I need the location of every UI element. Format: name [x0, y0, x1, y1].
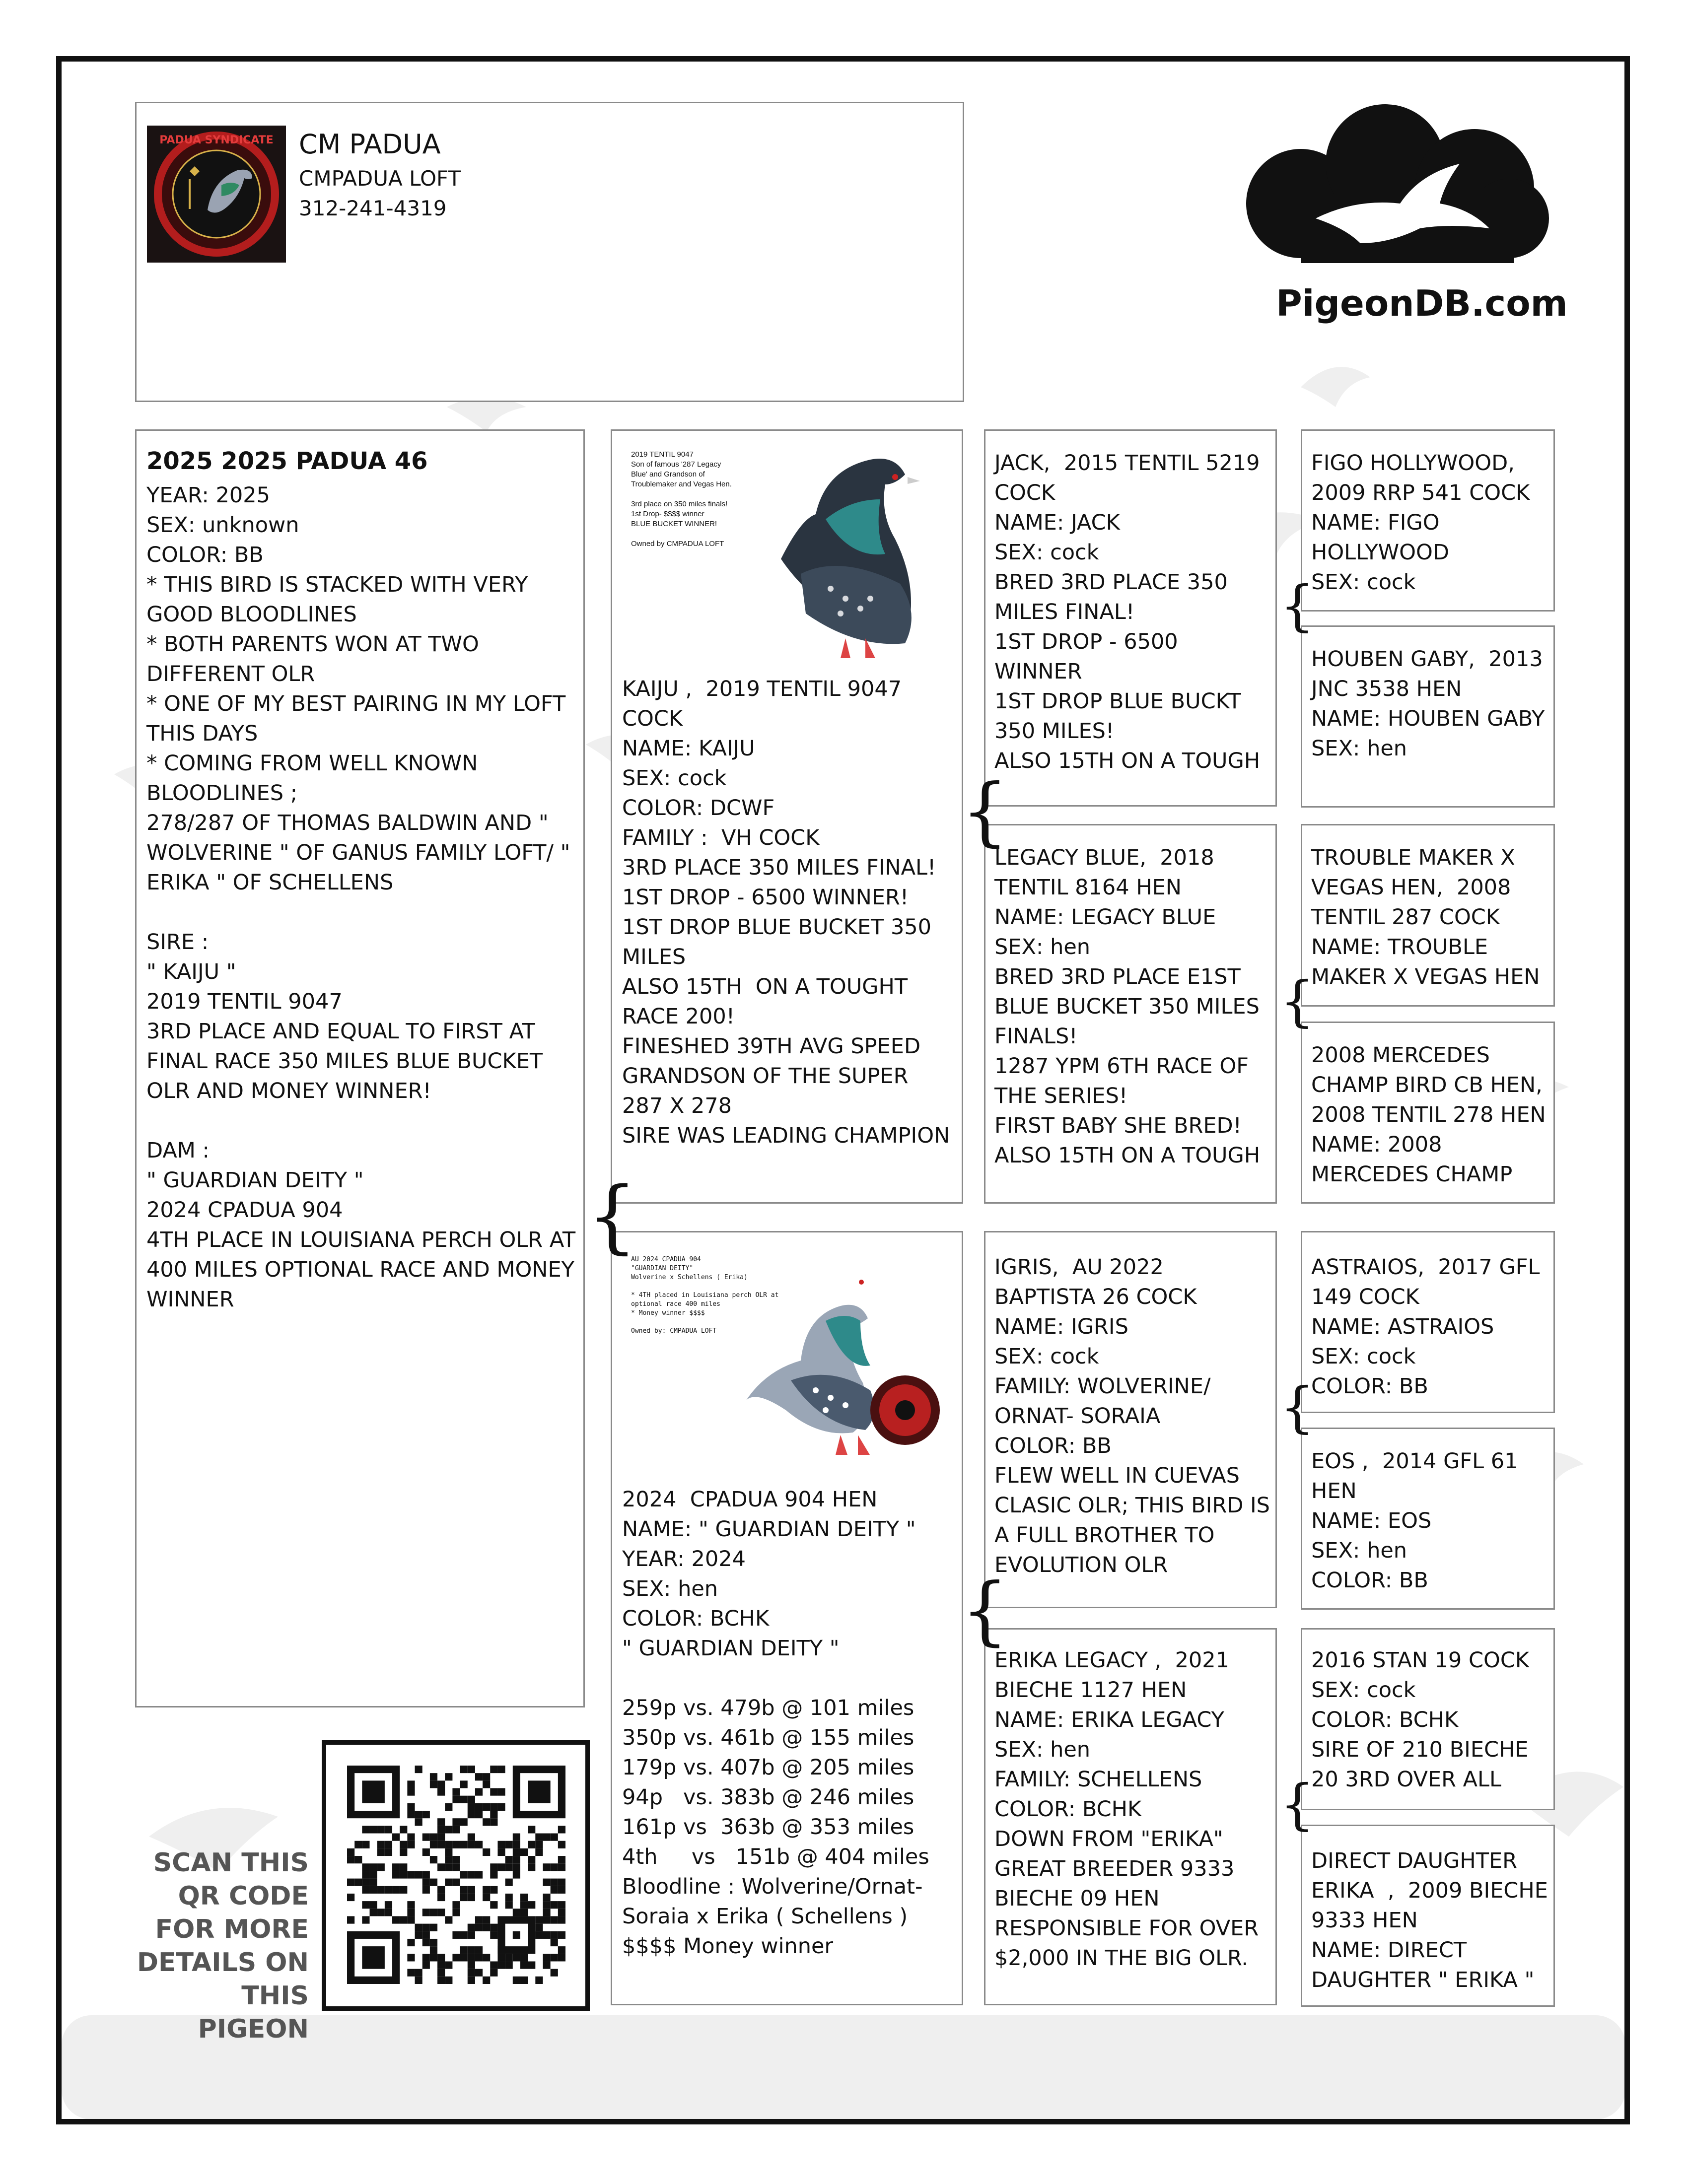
dam-photo-caption: AU 2024 CPADUA 904 "GUARDIAN DEITY" Wolverine x Schellens ( Erika) * 4TH placed in Louisiana perch OLR at optional race 400 miles * Money winner $$$$ Owned by: CMPADUA LOFT	[631, 1256, 779, 1335]
dam-dam-box	[984, 1628, 1277, 2005]
sire-pigeon-photo	[771, 450, 935, 668]
ds-dam-box	[1301, 1428, 1555, 1610]
subject-bird-box	[135, 429, 585, 1707]
brace-dd: {	[1280, 1773, 1315, 1836]
brace-dam-grandparents: {	[961, 1568, 1009, 1654]
sd-dam-details: 2008 MERCEDES CHAMP BIRD CB HEN, 2008 TENTIL 278 HEN NAME: 2008 MERCEDES CHAMP	[1311, 1043, 1546, 1187]
sd-sire-box	[1301, 824, 1555, 1007]
brace-ds: {	[1280, 1375, 1315, 1439]
qr-caption: SCAN THIS QR CODE FOR MORE DETAILS ON THIS PIGEON	[137, 1848, 309, 2044]
sire-box	[611, 429, 963, 1204]
brace-sire-grandparents: {	[961, 768, 1009, 855]
dd-sire-box	[1301, 1628, 1555, 1810]
brace-subject-parents: {	[587, 1169, 637, 1262]
pigeondb-cloud-logo	[1241, 104, 1554, 273]
site-name: PigeonDB.com	[1276, 282, 1568, 324]
ds-sire-box	[1301, 1231, 1555, 1413]
ds-sire-details: ASTRAIOS, 2017 GFL 149 COCK NAME: ASTRAIOS SEX: cock COLOR: BB	[1311, 1255, 1540, 1399]
sire-sire-details: JACK, 2015 TENTIL 5219 COCK NAME: JACK SEX: cock BRED 3RD PLACE 350 MILES FINAL! 1ST DROP - 6500 WINNER 1ST DROP BLUE BUCKT 350 MILES! ALSO 15TH ON A TOUGH	[994, 451, 1261, 773]
sire-dam-box	[984, 824, 1277, 1204]
dam-sire-box	[984, 1231, 1277, 1608]
sd-sire-details: TROUBLE MAKER X VEGAS HEN, 2008 TENTIL 287 COCK NAME: TROUBLE MAKER X VEGAS HEN	[1311, 845, 1540, 989]
loft-logo	[147, 126, 286, 263]
owner-phone: 312-241-4319	[299, 196, 447, 220]
ss-dam-details: HOUBEN GABY, 2013 JNC 3538 HEN NAME: HOUBEN GABY SEX: hen	[1311, 647, 1545, 761]
dam-sire-details: IGRIS, AU 2022 BAPTISTA 26 COCK NAME: IGRIS SEX: cock FAMILY: WOLVERINE/ ORNAT- SORAIA COLOR: BB FLEW WELL IN CUEVAS CLASIC OLR; THIS BIRD IS A FULL BROTHER TO EVOLUTION OLR	[994, 1255, 1270, 1577]
subject-details: YEAR: 2025 SEX: unknown COLOR: BB * THIS BIRD IS STACKED WITH VERY GOOD BLOODLINES * BOTH PARENTS WON AT TWO DIFFERENT OLR * ONE OF MY BEST PAIRING IN MY LOFT THIS DAYS * COMING FROM WELL KNOWN BLOODLINES ; 278/287 OF THOMAS BALDWIN AND " WOLVERINE " OF GANUS FAMILY LOFT/ " ERIKA " OF SCHELLENS SIRE : " KAIJU " 2019 TENTIL 9047 3RD PLACE AND EQUAL TO FIRST AT FINAL RACE 350 MILES BLUE BUCKET OLR AND MONEY WINNER! DAM : " GUARDIAN DEITY " 2024 CPADUA 904 4TH PLACE IN LOUISIANA PERCH OLR AT 400 MILES OPTIONAL RACE AND MONEY WINNER	[146, 483, 576, 1312]
sire-dam-details: LEGACY BLUE, 2018 TENTIL 8164 HEN NAME: LEGACY BLUE SEX: hen BRED 3RD PLACE E1ST BLUE BUCKET 350 MILES FINALS! 1287 YPM 6TH RACE OF THE SERIES! FIRST BABY SHE BRED! ALSO 15TH ON A TOUGH	[994, 845, 1261, 1168]
dd-sire-details: 2016 STAN 19 COCK SEX: cock COLOR: BCHK SIRE OF 210 BIECHE 20 3RD OVER ALL	[1311, 1648, 1530, 1792]
brace-sd: {	[1280, 969, 1315, 1033]
sire-details: KAIJU , 2019 TENTIL 9047 COCK NAME: KAIJU SEX: cock COLOR: DCWF FAMILY : VH COCK 3RD PLACE 350 MILES FINAL! 1ST DROP - 6500 WINNER! 1ST DROP BLUE BUCKET 350 MILES ALSO 15TH ON A TOUGHT RACE 200! FINESHED 39TH AVG SPEED GRANDSON OF THE SUPER 287 X 278 SIRE WAS LEADING CHAMPION	[622, 677, 950, 1148]
dam-pigeon-photo	[731, 1261, 940, 1470]
ss-sire-details: FIGO HOLLYWOOD, 2009 RRP 541 COCK NAME: FIGO HOLLYWOOD SEX: cock	[1311, 451, 1530, 595]
qr-code-pattern	[347, 1766, 565, 1984]
owner-info-box	[135, 102, 964, 402]
ss-dam-box	[1301, 625, 1555, 808]
dam-box	[611, 1231, 963, 2005]
sd-dam-box	[1301, 1022, 1555, 1204]
subject-title: 2025 2025 PADUA 46	[146, 447, 428, 475]
loft-name: CMPADUA LOFT	[299, 166, 461, 191]
brace-ss: {	[1280, 574, 1315, 637]
sire-photo-card	[622, 440, 955, 673]
dd-dam-box	[1301, 1825, 1555, 2007]
sire-sire-box	[984, 429, 1277, 807]
dam-details: 2024 CPADUA 904 HEN NAME: " GUARDIAN DEITY " YEAR: 2024 SEX: hen COLOR: BCHK " GUARDIAN DEITY " 259p vs. 479b @ 101 miles 350p vs. 461b @ 155 miles 179p vs. 407b @ 205 miles 94p vs. 383b @ 246 miles 161p vs 363b @ 353 miles 4th vs 151b @ 404 miles Bloodline : Wolverine/Ornat-Soraia x Erika ( Schellens ) $$$$ Money winner	[622, 1487, 929, 1959]
logo-text: PADUA SYNDICATE	[159, 134, 274, 146]
ds-dam-details: EOS , 2014 GFL 61 HEN NAME: EOS SEX: hen COLOR: BB	[1311, 1449, 1518, 1593]
qr-code[interactable]	[322, 1740, 590, 2011]
ss-sire-box	[1301, 429, 1555, 612]
dam-dam-details: ERIKA LEGACY , 2021 BIECHE 1127 HEN NAME: ERIKA LEGACY SEX: hen FAMILY: SCHELLENS COLOR: BCHK DOWN FROM "ERIKA" GREAT BREEDER 9333 BIECHE 09 HEN RESPONSIBLE FOR OVER $2,000 IN THE BIG OLR.	[994, 1648, 1259, 1971]
dam-photo-card	[622, 1241, 955, 1490]
dd-dam-details: DIRECT DAUGHTER ERIKA , 2009 BIECHE 9333 HEN NAME: DIRECT DAUGHTER " ERIKA "	[1311, 1848, 1548, 1992]
sire-photo-caption: 2019 TENTIL 9047 Son of famous '287 Legacy Blue' and Grandson of Troublemaker and Vegas Hen. 3rd place on 350 miles finals! 1st Drop- $$$$ winner BLUE BUCKET WINNER! Owned by CMPADUA LOFT	[631, 450, 732, 548]
owner-name: CM PADUA	[299, 129, 441, 160]
